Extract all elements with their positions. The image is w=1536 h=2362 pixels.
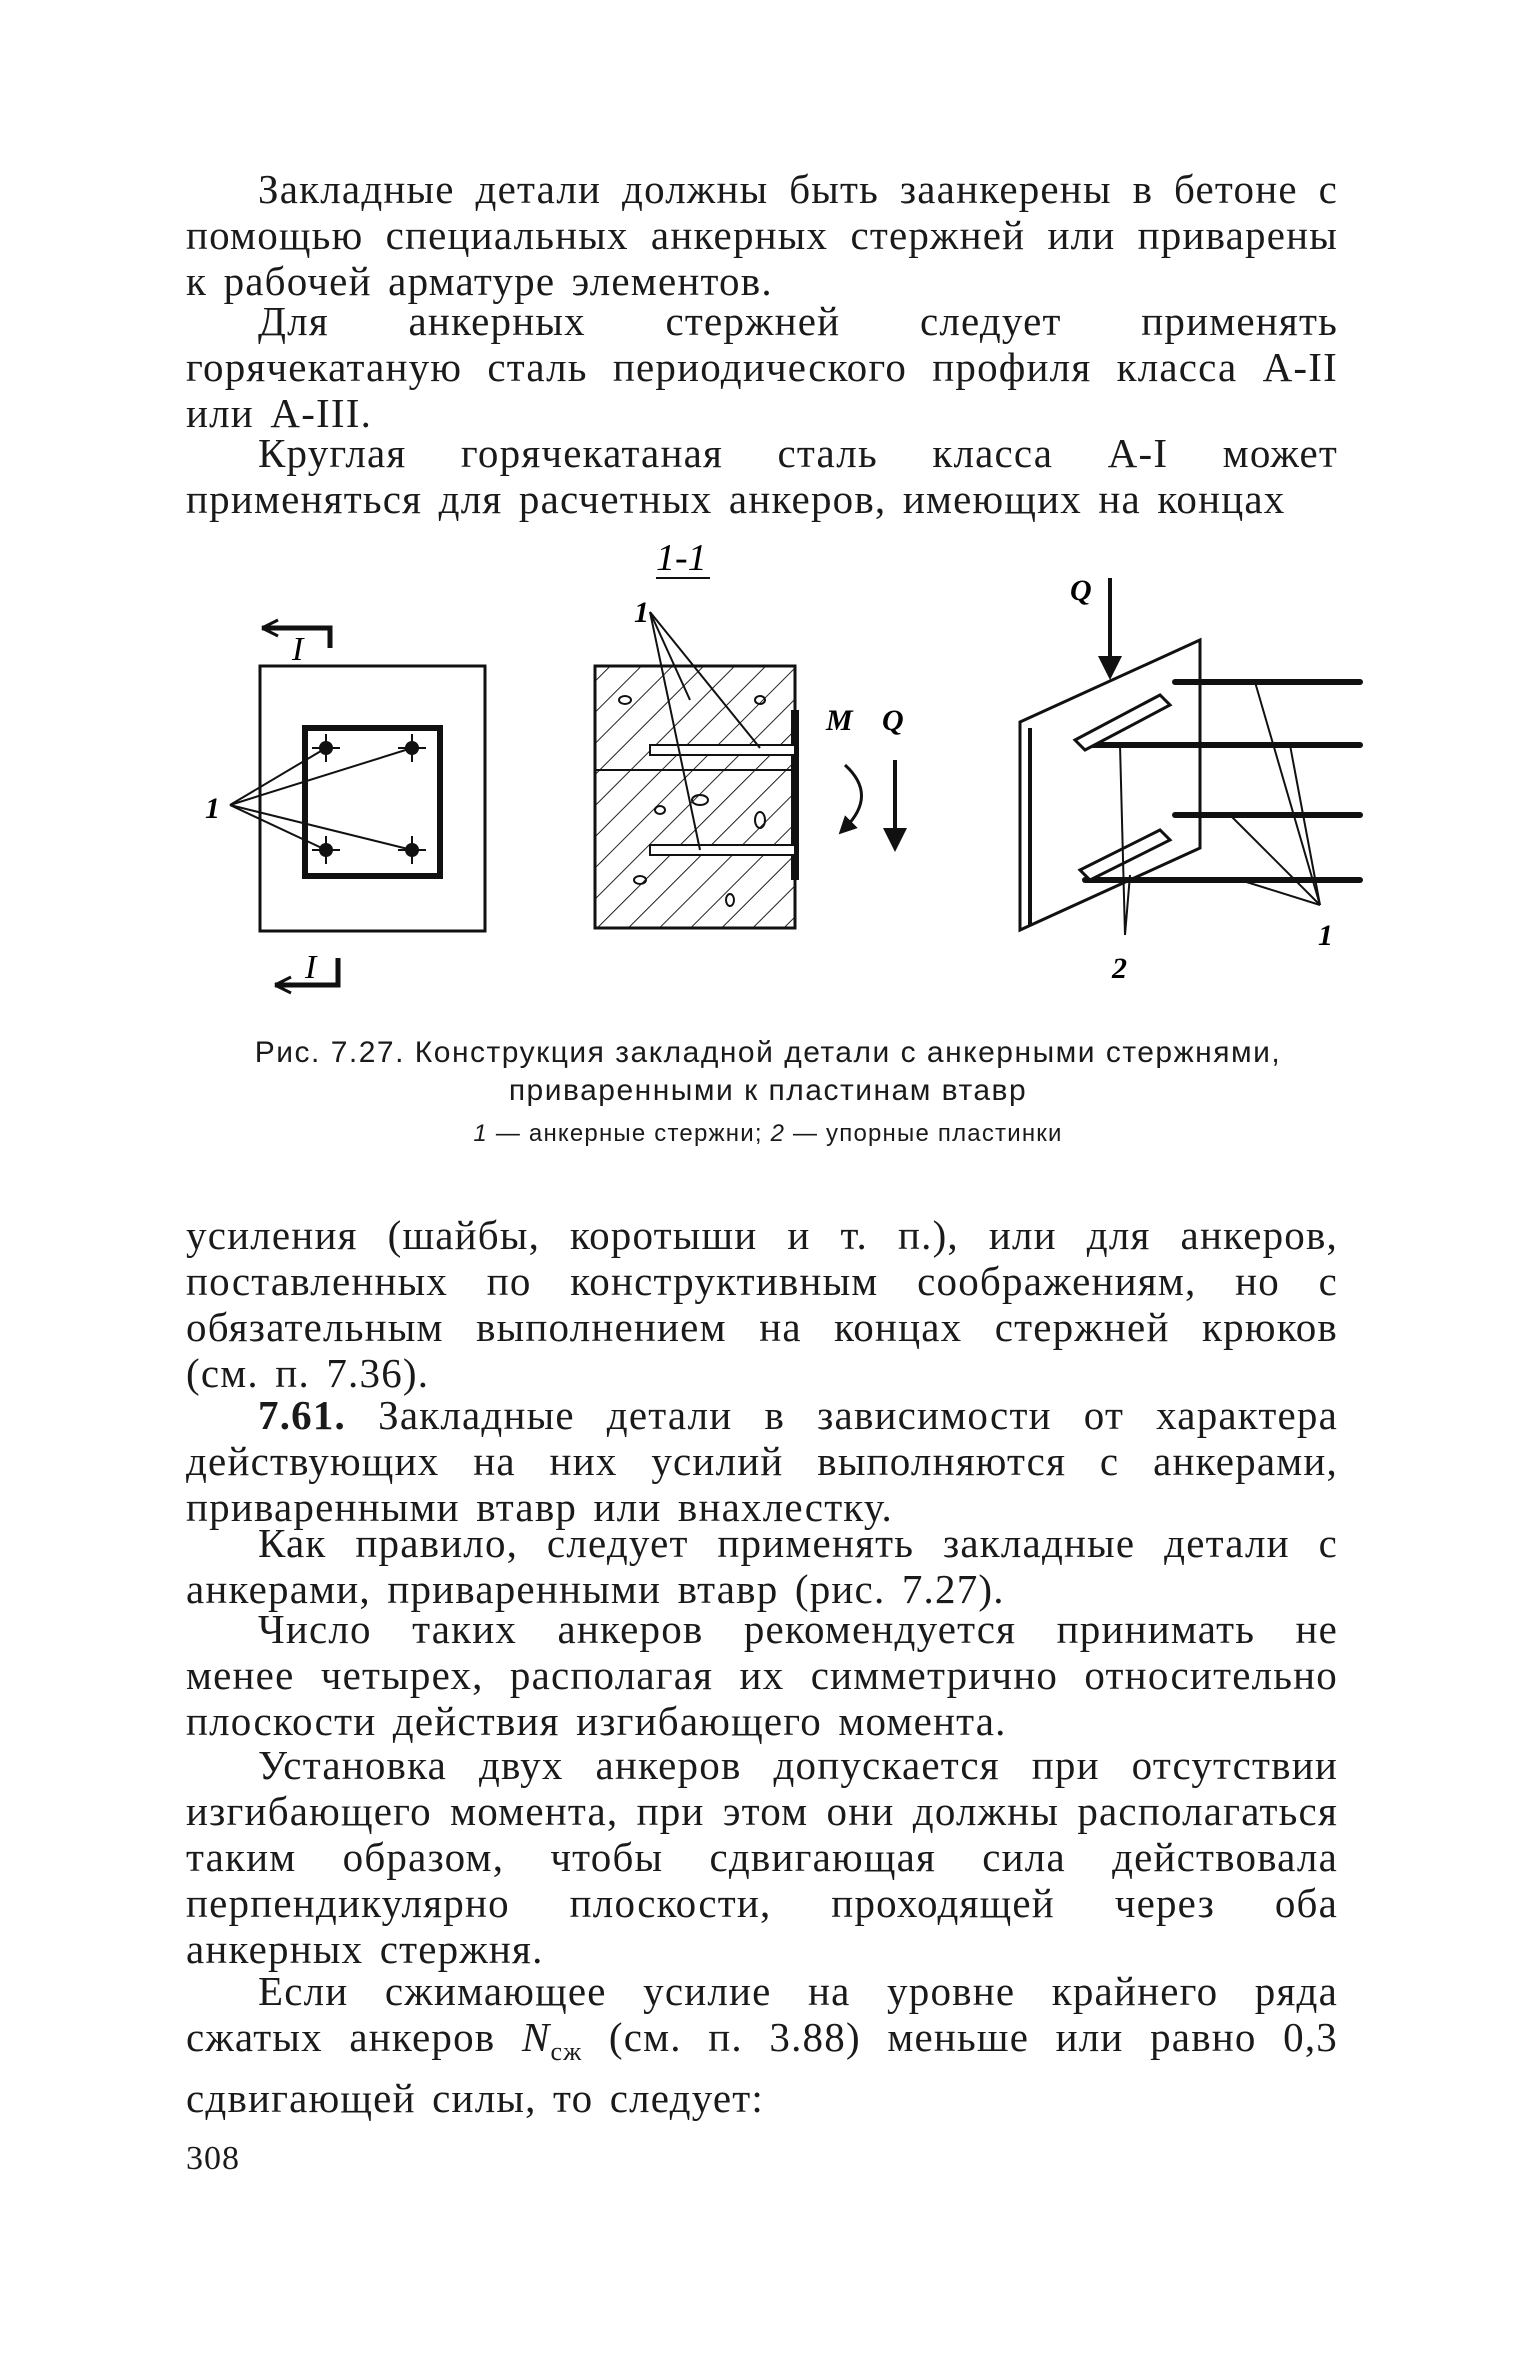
plan-label-1: 1 [205,792,220,825]
paragraph-embedded-parts-anchoring: Закладные детали должны быть заанкерены в бетоне с помощью специальных анкерных стержней или приварены к рабочей арматуре элементов. [186,166,1338,304]
figure-caption [180,1034,1356,1110]
paragraph-continuation: усиления (шайбы, коротыши и т. п.), или для анкеров, поставленных по конструктивным соображениям, но с обязательным выполнением на концах стержней крюков (см. п. 7.36). [186,1212,1338,1396]
section-view [595,612,895,928]
paragraph-two-anchors: Установка двух анкеров допускается при отсутствии изгибающего момента, при этом они должны располагаться таким образом, чтобы сдвигающая сила действовала перпендикулярно плоскости, проходящей через оба анкерных стержня. [186,1742,1338,1972]
section-title: 1-1 [656,537,707,579]
section-mark-bottom: I [305,949,317,986]
symbol-N: N [521,2014,551,2060]
figure-7-27 [0,0,1536,1020]
iso-label-2: 2 [1112,952,1127,985]
symbol-N-subscript: сж [550,2037,583,2067]
section-mark-top: I [292,631,304,668]
plan-view [230,620,485,993]
legend-text-2: — упорные пластинки [785,1120,1063,1147]
shear-label-section: Q [882,704,904,737]
section-label-1: 1 [634,596,649,629]
caption-prefix: Рис. 7.27. [254,1036,405,1069]
paragraph-tee-anchors: Как правило, следует применять закладные детали с анкерами, приваренными втавр (рис. 7.27). [186,1520,1338,1612]
legend-num-2: 2 [770,1120,786,1147]
paragraph-7-61: 7.61. Закладные детали в зависимости от характера действующих на них усилий выполняются с анкерами, приваренными втавр или внахлестку. [186,1392,1338,1530]
page-number: 308 [186,2140,240,2177]
paragraph-anchor-steel: Для анкерных стержней следует применять горячекатаную сталь периодического профиля класса А-II или А-III. [186,298,1338,436]
caption-text: Конструкция закладной детали с анкерными стержнями, приваренными к пластинам втавр [414,1036,1282,1107]
section-number: 7.61. [258,1392,346,1438]
legend-text-1: — анкерные стержни; [487,1120,771,1147]
figure-legend [180,1120,1356,1148]
legend-num-1: 1 [473,1120,488,1147]
paragraph-round-steel: Круглая горячекатаная сталь класса А-I может применяться для расчетных анкеров, имеющих на концах [186,430,1338,522]
paragraph-anchor-count: Число таких анкеров рекомендуется принимать не менее четырех, располагая их симметрично относительно плоскости действия изгибающего момента. [186,1606,1338,1744]
iso-label-1: 1 [1318,919,1333,952]
shear-label-iso: Q [1070,574,1092,607]
moment-label: M [826,704,853,737]
paragraph-compressive-force: Если сжимающее усилие на уровне крайнего ряда сжатых анкеров $N_{сж}$ (см. п. 3.88) меньше или равно 0,3 сдвигающей силы, то следует: [186,1968,1338,2122]
isometric-view [1020,578,1360,935]
